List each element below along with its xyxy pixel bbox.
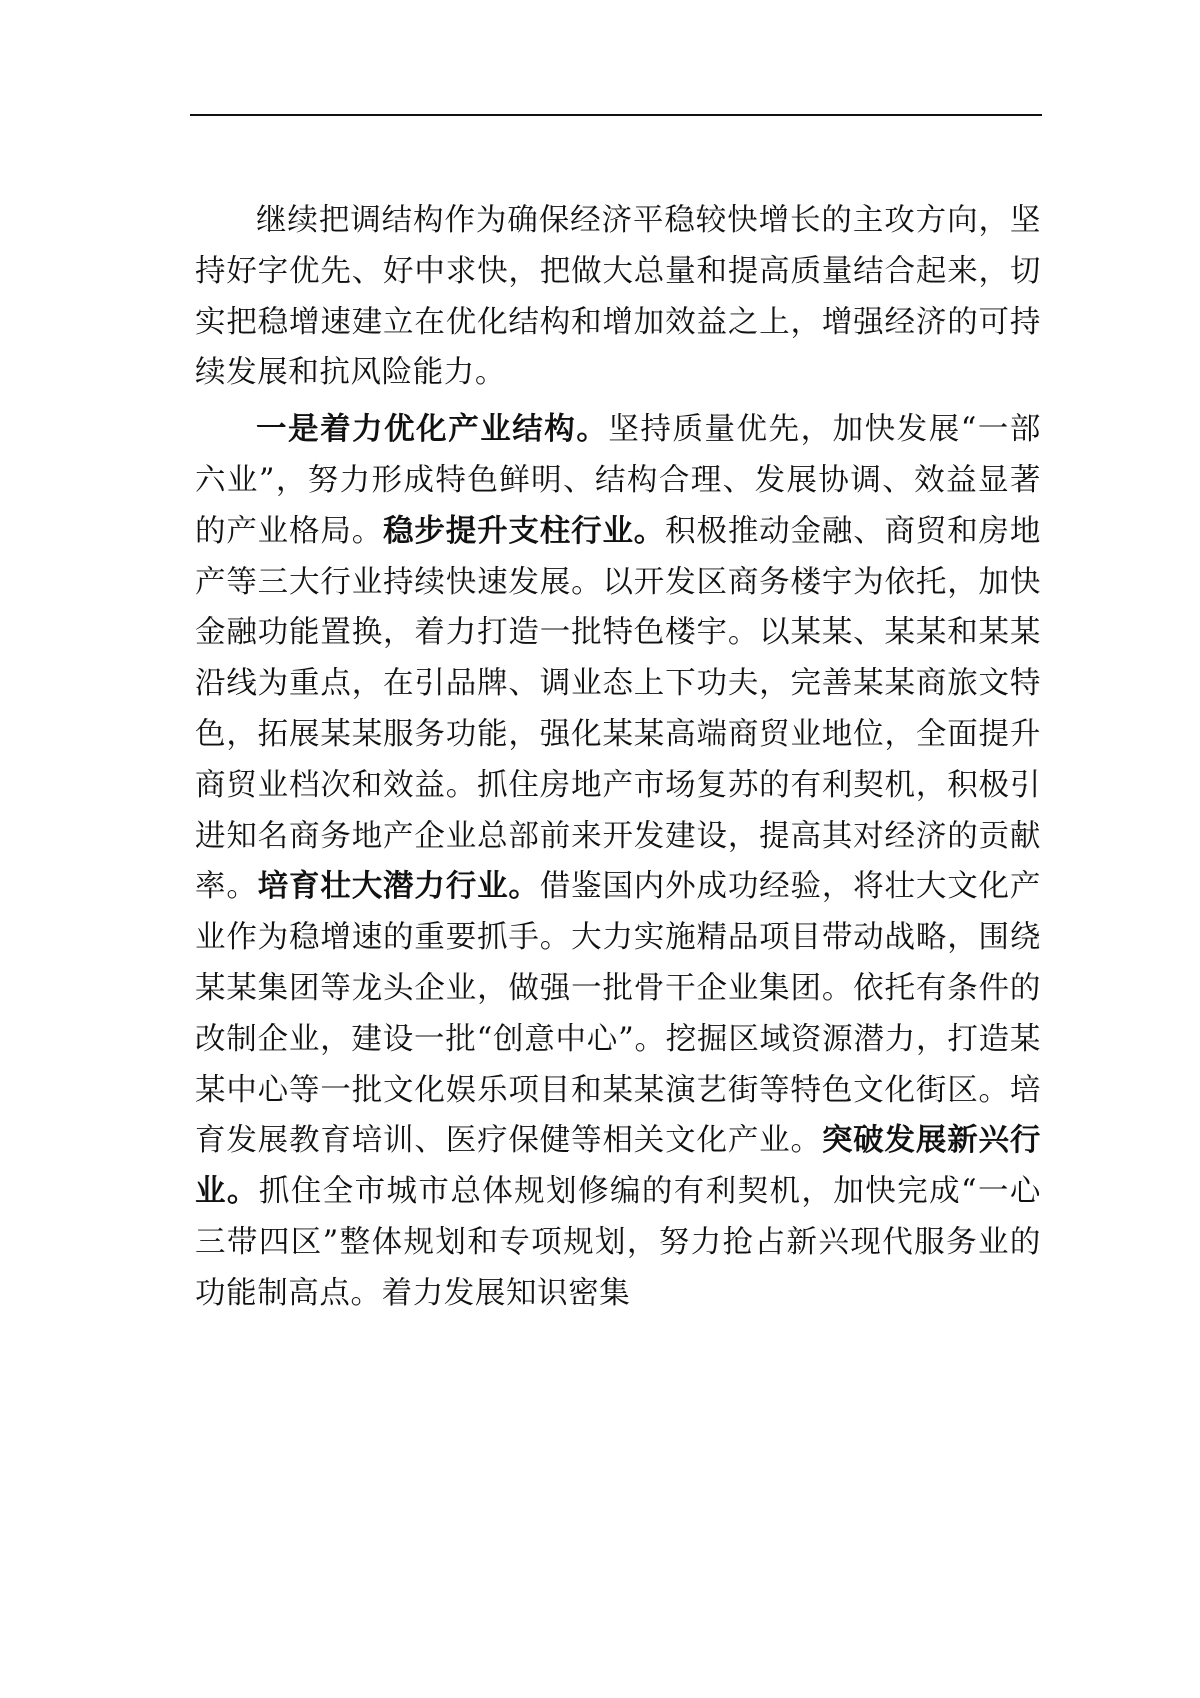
document-body	[195, 196, 1041, 1320]
header-rule	[190, 114, 1042, 116]
heading-pillar-industries: 稳步提升支柱行业。	[383, 513, 666, 549]
paragraph-text: 坚持质量优先，加快发展“一部六业”，努力形成特色鲜明、结构合理、发展协调、效益显著的产业格局。	[195, 412, 1041, 549]
paragraph-text: 借鉴国内外成功经验，将壮大文化产业作为稳增速的重要抓手。大力实施精品项目带动战略，围绕某某集团等龙头企业，做强一批骨干企业集团。依托有条件的改制企业，建设一批“创意中心”。挖掘区域资源潜力，打造某某中心等一批文化娱乐项目和某某演艺街等特色文化街区。培育发展教育培训、医疗保健等相关文化产业。	[195, 869, 1041, 1159]
paragraph-text: 抓住全市城市总体规划修编的有利契机，加快完成“一心三带四区”整体规划和专项规划，努力抢占新兴现代服务业的功能制高点。着力发展知识密集	[195, 1174, 1042, 1311]
paragraph-text: 积极推动金融、商贸和房地产等三大行业持续快速发展。以开发区商务楼宇为依托，加快金融功能置换，着力打造一批特色楼宇。以某某、某某和某某沿线为重点，在引品牌、调业态上下功夫，完善某某商旅文特色，拓展某某服务功能，强化某某高端商贸业地位，全面提升商贸业档次和效益。抓住房地产市场复苏的有利契机，积极引进知名商务地产企业总部前来开发建设，提高其对经济的贡献率。	[195, 513, 1041, 905]
paragraph-industry-structure	[195, 405, 1041, 1319]
paragraph-intro	[195, 196, 1041, 399]
heading-potential-industries: 培育壮大潜力行业。	[257, 869, 540, 905]
paragraph-text: 继续把调结构作为确保经济平稳较快增长的主攻方向，坚持好字优先、好中求快，把做大总量和提高质量结合起来，切实把稳增速建立在优化结构和增加效益之上，增强经济的可持续发展和抗风险能力。	[195, 203, 1041, 391]
heading-emerging-industries: 突破发展新兴行业。	[195, 1123, 1041, 1210]
heading-optimize-industry: 一是着力优化产业结构。	[256, 412, 609, 448]
